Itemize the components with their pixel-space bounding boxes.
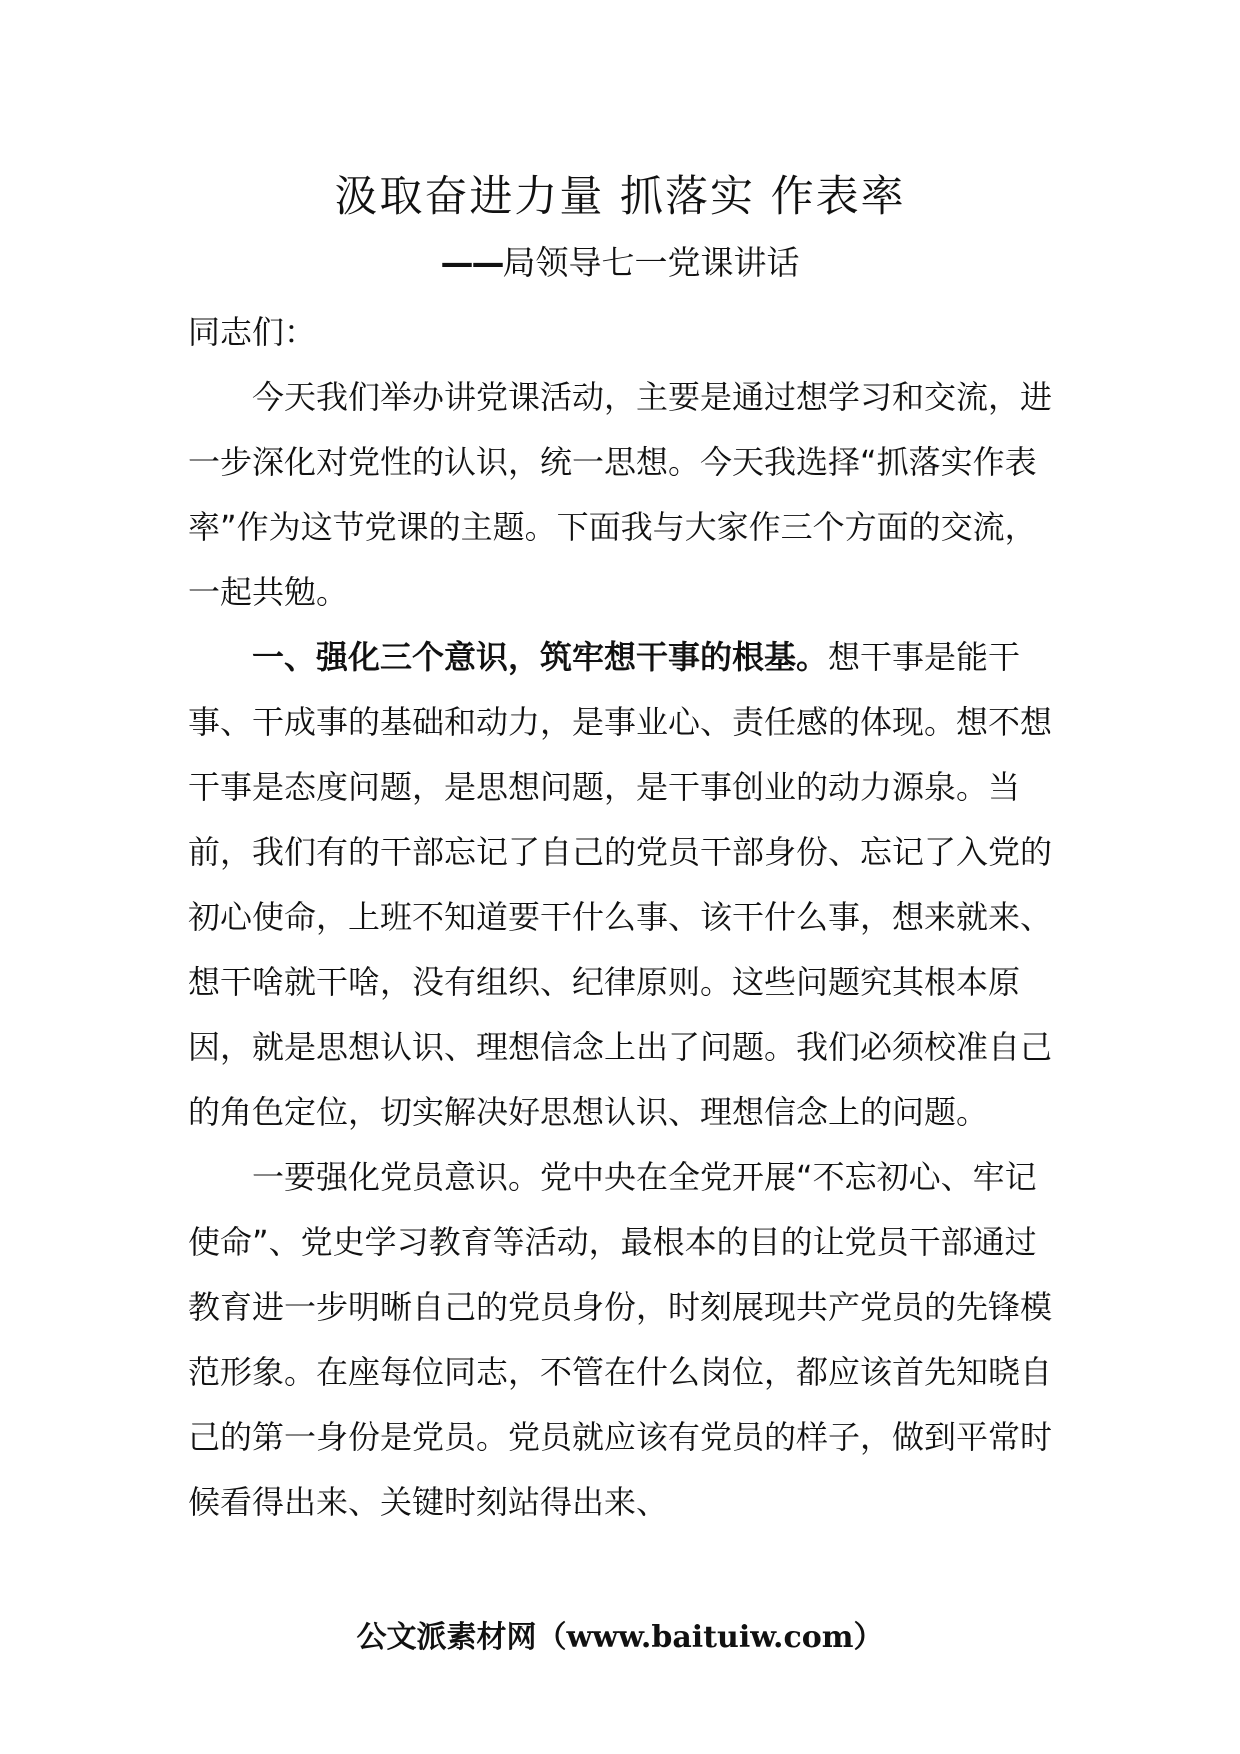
paragraph-party-awareness <box>188 1145 1060 1535</box>
paragraph-text: 今天我们举办讲党课活动，主要是通过想学习和交流，进一步深化对党性的认识，统一思想。今天我选择“抓落实作表率”作为这节党课的主题。下面我与大家作三个方面的交流，一起共勉。 <box>188 378 1053 611</box>
footer-watermark: 公文派素材网（www.baituiw.com） <box>356 1620 884 1655</box>
paragraph-text: 想干事是能干事、干成事的基础和动力，是事业心、责任感的体现。想不想干事是态度问题，是思想问题，是干事创业的动力源泉。当前，我们有的干部忘记了自己的党员干部身份、忘记了入党的初心使命，上班不知道要干什么事、该干什么事，想来就来、想干啥就干啥，没有组织、纪律原则。这些问题究其根本原因，就是思想认识、理想信念上出了问题。我们必须校准自己的角色定位，切实解决好思想认识、理想信念上的问题。 <box>188 638 1053 1131</box>
section-heading: 一、强化三个意识，筑牢想干事的根基。 <box>252 638 829 676</box>
document-subtitle <box>0 240 1240 286</box>
subtitle-text: 局领导七一党课讲话 <box>502 243 800 282</box>
paragraph-section-one <box>188 625 1060 1145</box>
subtitle-dash: —— <box>440 243 503 282</box>
paragraph-intro <box>188 365 1060 625</box>
salutation: 同志们： <box>188 313 317 351</box>
document-title: 汲取奋进力量 抓落实 作表率 <box>334 172 906 222</box>
paragraph-text: 一要强化党员意识。党中央在全党开展“不忘初心、牢记使命”、党史学习教育等活动，最根本的目的让党员干部通过教育进一步明晰自己的党员身份，时刻展现共产党员的先锋模范形象。在座每位同志，不管在什么岗位，都应该首先知晓自己的第一身份是党员。党员就应该有党员的样子，做到平常时候看得出来、关键时刻站得出来、 <box>188 1158 1053 1521</box>
document-body <box>188 300 1060 1535</box>
